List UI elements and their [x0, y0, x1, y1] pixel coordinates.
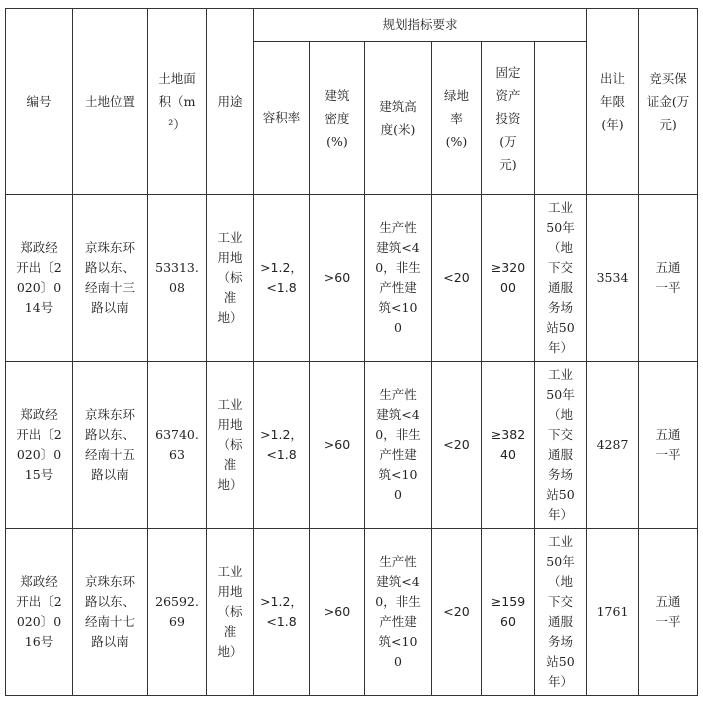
cell-green: <20 — [432, 195, 482, 362]
table-row — [6, 362, 698, 529]
header-height: 建筑高度(米) — [365, 42, 432, 195]
cell-location: 京珠东环路以东、经南十七路以南 — [73, 529, 148, 696]
cell-area: 63740.63 — [148, 362, 207, 529]
header-area: 土地面积（m²） — [148, 9, 207, 195]
header-investment: 固定资产投资(万元) — [482, 42, 535, 195]
cell-term: 工业50年（地下交通服务场站50年） — [535, 362, 587, 529]
cell-id: 郑政经开出〔2020〕014号 — [6, 195, 73, 362]
cell-density: >60 — [310, 362, 365, 529]
cell-far: >1.2，<1.8 — [254, 195, 310, 362]
table-row — [6, 195, 698, 362]
cell-deposit: 4287 — [587, 362, 639, 529]
cell-height: 生产性建筑<40，非生产性建筑<100 — [365, 529, 432, 696]
land-table-wrapper — [5, 8, 698, 696]
header-planning-group: 规划指标要求 — [254, 9, 587, 42]
cell-area: 53313.08 — [148, 195, 207, 362]
header-row-1 — [6, 9, 698, 42]
table-row — [6, 529, 698, 696]
header-location: 土地位置 — [73, 9, 148, 195]
cell-deposit: 1761 — [587, 529, 639, 696]
cell-deposit: 3534 — [587, 195, 639, 362]
cell-id: 郑政经开出〔2020〕016号 — [6, 529, 73, 696]
cell-far: >1.2，<1.8 — [254, 529, 310, 696]
cell-height: 生产性建筑<40，非生产性建筑<100 — [365, 362, 432, 529]
header-green: 绿地率(%) — [432, 42, 482, 195]
cell-green: <20 — [432, 529, 482, 696]
cell-use: 工业用地（标准地） — [207, 195, 254, 362]
cell-investment: ≥32000 — [482, 195, 535, 362]
cell-investment: ≥38240 — [482, 362, 535, 529]
header-far: 容积率 — [254, 42, 310, 195]
cell-dev: 五通一平 — [639, 195, 698, 362]
cell-use: 工业用地（标准地） — [207, 529, 254, 696]
cell-far: >1.2，<1.8 — [254, 362, 310, 529]
cell-density: >60 — [310, 195, 365, 362]
header-use: 用途 — [207, 9, 254, 195]
cell-term: 工业50年（地下交通服务场站50年） — [535, 529, 587, 696]
cell-dev: 五通一平 — [639, 362, 698, 529]
cell-investment: ≥15960 — [482, 529, 535, 696]
cell-id: 郑政经开出〔2020〕015号 — [6, 362, 73, 529]
cell-density: >60 — [310, 529, 365, 696]
cell-area: 26592.69 — [148, 529, 207, 696]
cell-use: 工业用地（标准地） — [207, 362, 254, 529]
header-deposit: 竞买保证金(万元) — [639, 9, 698, 195]
header-density: 建筑密度(%) — [310, 42, 365, 195]
cell-location: 京珠东环路以东、经南十三路以南 — [73, 195, 148, 362]
cell-location: 京珠东环路以东、经南十五路以南 — [73, 362, 148, 529]
header-id: 编号 — [6, 9, 73, 195]
cell-green: <20 — [432, 362, 482, 529]
land-parcel-table — [5, 8, 698, 696]
header-term: 出让年限(年) — [587, 9, 639, 195]
cell-dev: 五通一平 — [639, 529, 698, 696]
cell-term: 工业50年（地下交通服务场站50年） — [535, 195, 587, 362]
cell-height: 生产性建筑<40，非生产性建筑<100 — [365, 195, 432, 362]
